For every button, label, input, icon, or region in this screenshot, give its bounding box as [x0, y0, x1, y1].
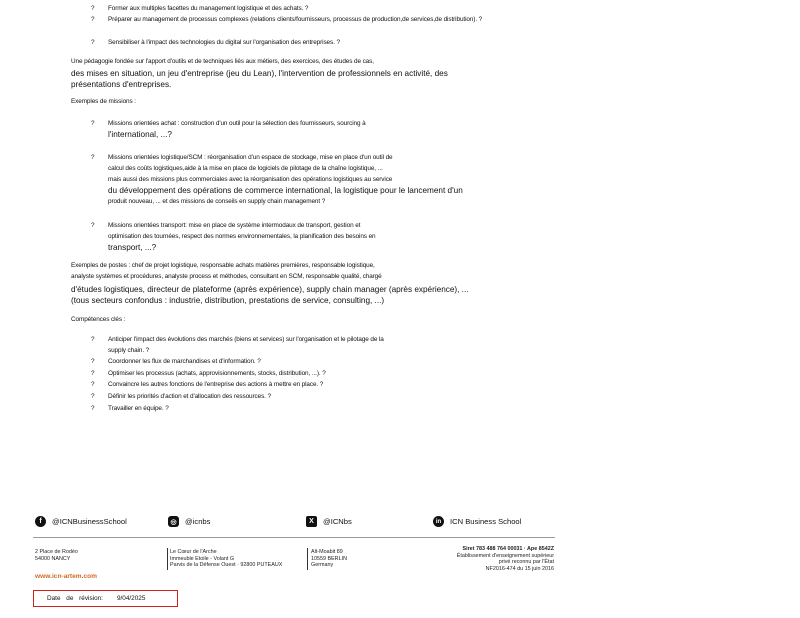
social-handle: ICN Business School: [450, 517, 522, 526]
bullet-marker: ?: [91, 381, 95, 388]
bullet-marker: ?: [91, 5, 95, 12]
address-line: Immeuble Etoile - Volant G: [170, 555, 235, 562]
bullet-marker: ?: [91, 393, 95, 400]
mission-text: Missions orientées transport: mise en place de système intermodaux de transport, gestion et: [108, 222, 361, 229]
revision-date: 9/04/2025: [116, 595, 146, 602]
revision-date-box: [33, 590, 178, 607]
mission-text: du développement des opérations de commerce international, la logistique pour le lancement d'un: [108, 186, 463, 195]
bullet-text: Préparer au management de processus complexes (relations clients/fournisseurs, processus de production,de services,de distribution). ?: [108, 16, 483, 23]
skills-heading: Compétences clés :: [71, 316, 126, 323]
address-line: 10559 BERLIN: [311, 555, 347, 562]
bullet-marker: ?: [91, 358, 95, 365]
address-line: Alt-Moabit 89: [311, 549, 343, 555]
skill-text: Travailler en équipe. ?: [108, 405, 169, 412]
mission-text: optimisation des tournées, respect des normes environnementales, la planification des besoins en: [108, 233, 376, 240]
bullet-marker: ?: [91, 336, 95, 343]
bullet-marker: ?: [91, 16, 95, 23]
address-nancy: [35, 549, 78, 562]
skill-text: supply chain. ?: [108, 347, 150, 354]
address-divider: [307, 548, 308, 570]
x-twitter-icon: X: [306, 516, 317, 527]
jobs-line: d'études logistiques, directeur de plateforme (après expérience), supply chain manager (après expérience), ...: [71, 285, 469, 294]
mission-text: l'international, ...?: [108, 130, 172, 139]
instagram-icon: ◎: [168, 516, 179, 527]
bullet-marker: ?: [91, 370, 95, 377]
mission-text: calcul des coûts logistiques,aide à la mise en place de logiciels de pilotage de la chaîne logistique, ...: [108, 165, 383, 172]
mission-text: Missions orientées logistique/SCM : réorganisation d'un espace de stockage, mise en place d'un outil de: [108, 154, 393, 161]
bullet-marker: ?: [91, 120, 95, 127]
address-line: 54000 NANCY: [35, 555, 71, 562]
linkedin-icon: in: [433, 516, 444, 527]
revision-label: Date de révision:: [47, 595, 103, 602]
address-line: Parvis de la Défense Ouest · 92800 PUTEAUX: [170, 562, 283, 569]
legal-line: Établissement d'enseignement supérieur: [456, 552, 554, 559]
address-puteaux: [170, 549, 282, 569]
mission-text: mais aussi des missions plus commerciales avec la réorganisation des opérations logistiques au service: [108, 176, 393, 183]
bullet-text: Former aux multiples facettes du management logistique et des achats. ?: [108, 5, 309, 12]
bullet-marker: ?: [91, 39, 95, 46]
bullet-text: Sensibiliser à l'impact des technologies du digital sur l'organisation des entreprises. ?: [108, 39, 340, 46]
footer-divider: [33, 537, 555, 538]
website-link[interactable]: www.icn-artem.com: [35, 573, 98, 580]
legal-line: privé reconnu par l'État: [498, 559, 554, 566]
jobs-line: analyste systèmes et procédures, analyste process et méthodes, consultant en SCM, responsable qualité, chargé: [71, 273, 382, 280]
pedagogy-line: présentations d'entreprises.: [71, 80, 172, 89]
social-instagram[interactable]: [168, 516, 210, 527]
skill-text: Optimiser les processus (achats, approvisionnements, stocks, distribution, ...). ?: [108, 370, 326, 377]
jobs-line: Exemples de postes : chef de projet logistique, responsable achats matières premières, responsable logistique,: [71, 262, 375, 269]
mission-text: produit nouveau, ... et des missions de conseils en supply chain management ?: [108, 198, 326, 205]
mission-text: transport, ...?: [108, 243, 157, 252]
address-divider: [167, 548, 168, 570]
mission-text: Missions orientées achat : construction d'un outil pour la sélection des fournisseurs, sourcing à: [108, 120, 366, 127]
bullet-marker: ?: [91, 154, 95, 161]
bullet-marker: ?: [91, 222, 95, 229]
skill-text: Coordonner les flux de marchandises et d'information. ?: [108, 358, 261, 365]
legal-line: Siret 783 488 764 00031 · Ape 8542Z: [462, 546, 554, 552]
social-handle: @icnbs: [185, 517, 211, 526]
bullet-marker: ?: [91, 405, 95, 412]
skill-text: Anticiper l'impact des évolutions des marchés (biens et services) sur l'organisation et le pilotage de la: [108, 336, 384, 343]
address-berlin: [311, 549, 347, 569]
pedagogy-line: Une pédagogie fondée sur l'apport d'outils et de techniques liés aux métiers, des exercices, des études de cas,: [71, 58, 374, 65]
skill-text: Convaincre les autres fonctions de l'entreprise des actions à mettre en place. ?: [108, 381, 324, 388]
social-facebook[interactable]: [35, 516, 127, 527]
skill-text: Définir les priorités d'action et d'allocation des ressources. ?: [108, 393, 271, 400]
address-line: Le Cœur de l'Arche: [170, 549, 217, 555]
social-handle: @ICNbs: [323, 517, 352, 526]
legal-info: [420, 546, 554, 572]
missions-heading: Exemples de missions :: [71, 98, 136, 105]
facebook-icon: f: [35, 516, 46, 527]
social-handle: @ICNBusinessSchool: [52, 517, 127, 526]
legal-line: NF2016-474 du 15 juin 2016: [485, 565, 554, 572]
address-line: Germany: [311, 562, 334, 569]
social-linkedin[interactable]: [433, 516, 521, 527]
social-x[interactable]: [306, 516, 352, 527]
jobs-line: (tous secteurs confondus : industrie, distribution, prestations de service, consulting, ...): [71, 296, 385, 305]
pedagogy-line: des mises en situation, un jeu d'entreprise (jeu du Lean), l'intervention de professionnels en activité, des: [71, 69, 448, 78]
address-line: 2 Place de Rodéo: [35, 549, 78, 555]
